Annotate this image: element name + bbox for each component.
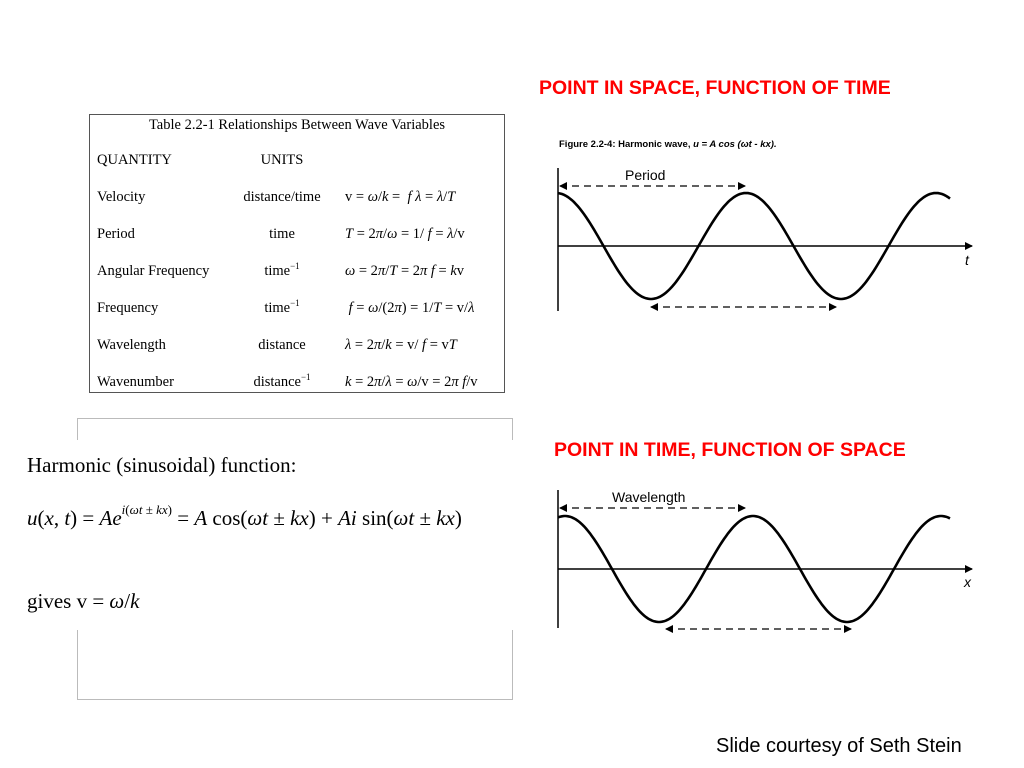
row-period-units: time xyxy=(269,226,295,242)
row-velocity-quantity: Velocity xyxy=(97,189,146,205)
slide-credit: Slide courtesy of Seth Stein xyxy=(716,735,962,757)
wavenumber-units-exp: −1 xyxy=(300,372,311,382)
velocity-result: gives v = ω/k xyxy=(27,589,140,613)
row-velocity-relation: v = ω/k = f λ = λ/T xyxy=(345,189,456,205)
time-wave-diagram xyxy=(558,167,972,311)
header-units: UNITS xyxy=(260,152,304,168)
heading-point-in-space: POINT IN SPACE, FUNCTION OF TIME xyxy=(539,77,891,99)
row-wavelength-relation: λ = 2π/k = v/ f = vT xyxy=(345,337,457,353)
row-wavenumber-relation: k = 2π/λ = ω/v = 2π f/v xyxy=(345,374,478,390)
wavelength-label: Wavelength xyxy=(612,489,686,505)
space-wave-diagram xyxy=(558,489,972,629)
row-angular-frequency-quantity: Angular Frequency xyxy=(97,263,210,279)
harmonic-function-equation: u(x, $t) = Ae^{i(\omega t \pm kx)} = A$ cos(ωt ± kx) + Ai sin(ωt ± kx) xyxy=(27,502,462,530)
row-frequency-quantity: Frequency xyxy=(97,300,159,316)
row-wavelength-quantity: Wavelength xyxy=(97,337,166,353)
row-period-relation: T = 2π/ω = 1/ f = λ/v xyxy=(345,226,465,242)
table-title: Table 2.2-1 Relationships Between Wave Variables xyxy=(148,117,446,133)
row-period-quantity: Period xyxy=(97,226,135,242)
t-axis-label: t xyxy=(965,252,969,268)
heading-point-in-time: POINT IN TIME, FUNCTION OF SPACE xyxy=(554,439,906,461)
header-quantity: QUANTITY xyxy=(97,152,172,168)
row-velocity-units: distance/time xyxy=(243,189,321,205)
row-wavelength-units: distance xyxy=(258,337,306,353)
figure-caption-prefix: Figure 2.2-4: Harmonic wave, xyxy=(559,139,691,150)
wavenumber-units-base: distance xyxy=(253,374,301,390)
x-axis-label: x xyxy=(964,574,971,590)
frequency-units-base: time xyxy=(264,300,291,316)
row-angular-frequency-relation: ω = 2π/T = 2π f = kv xyxy=(345,263,465,279)
gives-text: gives xyxy=(27,589,72,613)
figure-caption-formula: u = A cos (ωt - kx). xyxy=(693,139,777,150)
frequency-units-exp: −1 xyxy=(290,298,300,308)
angular-frequency-units-base: time xyxy=(264,263,291,279)
row-frequency-relation: f = ω/(2π) = 1/T = v/λ xyxy=(348,300,475,316)
row-wavenumber-quantity: Wavenumber xyxy=(97,374,174,390)
angular-frequency-units-exp: −1 xyxy=(290,261,300,271)
harmonic-function-heading: Harmonic (sinusoidal) function: xyxy=(27,453,297,477)
period-label: Period xyxy=(625,167,666,183)
